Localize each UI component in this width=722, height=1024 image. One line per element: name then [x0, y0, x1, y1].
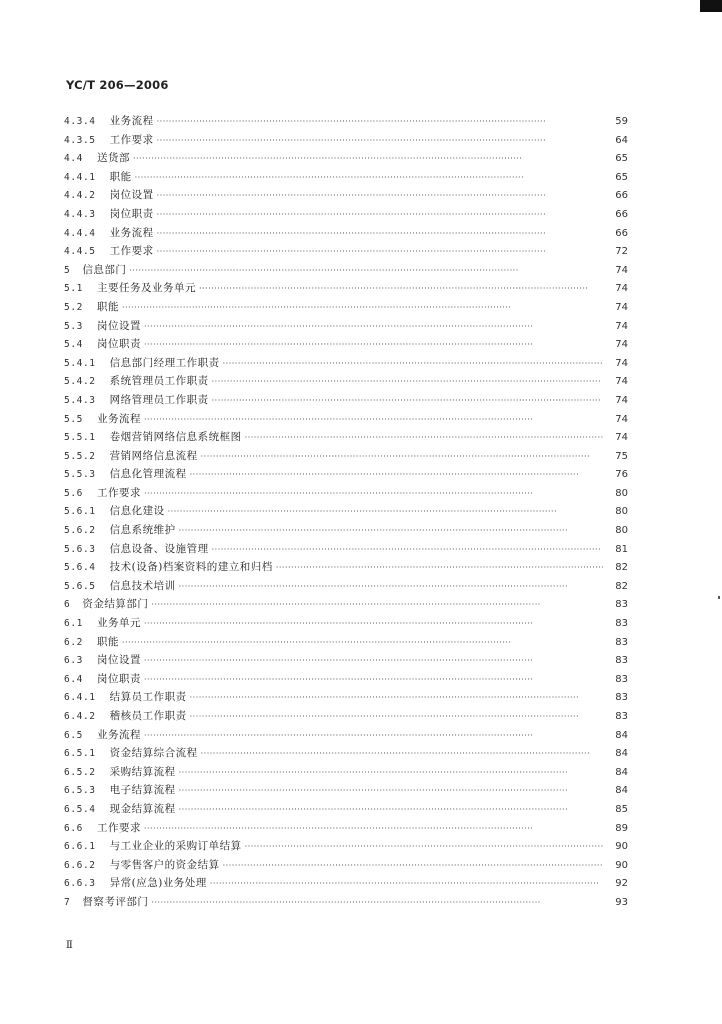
- toc-entry[interactable]: [64, 558, 628, 577]
- toc-entry[interactable]: [64, 354, 628, 373]
- toc-dot-leader: [201, 448, 603, 467]
- toc-entry-title: 岗位职责: [109, 207, 154, 220]
- toc-entry-page: 80: [615, 487, 628, 499]
- toc-entry[interactable]: [64, 168, 628, 187]
- toc-entry[interactable]: [64, 317, 628, 336]
- toc-entry-title: 技术(设备)档案资料的建立和归档: [109, 561, 273, 574]
- toc-dot-leader: [179, 578, 603, 597]
- toc-entry[interactable]: [64, 670, 628, 689]
- toc-dot-leader: [144, 485, 603, 504]
- toc-entry[interactable]: [64, 428, 628, 447]
- toc-entry[interactable]: [64, 651, 628, 670]
- toc-entry-number: 6.6.1: [64, 841, 96, 853]
- toc-dot-leader: [129, 262, 603, 281]
- toc-entry-number: 5.4.2: [64, 376, 96, 388]
- toc-entry-page: 83: [615, 673, 628, 685]
- toc-dot-leader: [245, 838, 603, 857]
- toc-entry-title: 业务单元: [96, 617, 141, 630]
- toc-dot-leader: [245, 429, 603, 448]
- toc-dot-leader: [157, 113, 603, 132]
- toc-entry-title: 稽核员工作职责: [109, 710, 187, 722]
- toc-entry-page: 83: [615, 692, 628, 704]
- toc-entry-title: 岗位设置: [96, 319, 141, 332]
- toc-entry[interactable]: [64, 261, 628, 280]
- toc-entry[interactable]: [64, 484, 628, 503]
- toc-entry-page: 84: [615, 766, 628, 778]
- toc-entry-number: 5.6.2: [64, 525, 96, 537]
- toc-entry-number: 6.5: [64, 729, 83, 741]
- toc-entry-page: 74: [615, 394, 628, 406]
- toc-entry[interactable]: [64, 800, 628, 819]
- toc-entry[interactable]: [64, 186, 628, 205]
- toc-entry[interactable]: [64, 633, 628, 652]
- toc-entry-title: 营销网络信息流程: [109, 449, 198, 462]
- toc-entry-page: 84: [615, 729, 628, 741]
- toc-entry-page: 74: [615, 357, 628, 369]
- toc-entry-number: 6.5.1: [64, 748, 96, 760]
- toc-dot-leader: [157, 243, 603, 262]
- toc-entry[interactable]: [64, 149, 628, 168]
- document-code: YC/T 206—2006: [66, 78, 169, 92]
- toc-entry-title: 业务流程: [96, 412, 141, 425]
- toc-entry-number: 6.1: [64, 618, 83, 630]
- toc-entry-page: 84: [615, 785, 628, 797]
- toc-entry[interactable]: [64, 279, 628, 298]
- toc-dot-leader: [135, 169, 603, 188]
- toc-entry-page: 89: [615, 822, 628, 834]
- toc-entry-number: 5.5.1: [64, 432, 96, 444]
- toc-entry-title: 与工业企业的采购订单结算: [109, 840, 242, 853]
- toc-entry-number: 5.4: [64, 339, 83, 351]
- toc-dot-leader: [190, 708, 603, 727]
- toc-entry-title: 送货部: [96, 152, 130, 165]
- toc-dot-leader: [157, 132, 603, 151]
- toc-dot-leader: [144, 671, 603, 690]
- toc-entry[interactable]: [64, 410, 628, 429]
- toc-entry-page: 59: [615, 116, 628, 127]
- toc-entry-page: 81: [615, 543, 628, 555]
- toc-entry-number: 4.3.4: [64, 116, 96, 127]
- toc-entry[interactable]: [64, 781, 628, 800]
- toc-entry-number: 5.6: [64, 487, 83, 499]
- toc-entry-page: 93: [615, 896, 628, 908]
- toc-entry-page: 83: [615, 711, 628, 722]
- toc-entry-title: 信息系统维护: [109, 524, 176, 537]
- toc-entry-page: 75: [615, 450, 628, 462]
- toc-entry[interactable]: [64, 465, 628, 484]
- toc-entry-page: 85: [615, 803, 628, 815]
- toc-entry-title: 信息技术培训: [109, 579, 176, 592]
- toc-entry-title: 信息部门: [82, 263, 127, 276]
- toc-entry-title: 岗位职责: [96, 672, 141, 685]
- toc-entry-number: 5.5.2: [64, 450, 96, 462]
- toc-entry-number: 6.5.4: [64, 803, 96, 815]
- toc-entry-page: 82: [615, 562, 628, 574]
- toc-entry-number: 4.4.1: [64, 171, 96, 183]
- toc-entry[interactable]: [64, 595, 628, 614]
- toc-entry-page: 74: [615, 283, 628, 295]
- toc-entry[interactable]: [64, 707, 628, 726]
- toc-entry[interactable]: [64, 688, 628, 707]
- toc-entry-title: 工作要求: [96, 486, 141, 499]
- toc-entry[interactable]: [64, 242, 628, 261]
- toc-entry-title: 工作要求: [109, 245, 154, 258]
- toc-entry[interactable]: [64, 837, 628, 856]
- toc-entry-page: 64: [615, 134, 628, 146]
- toc-entry[interactable]: [64, 205, 628, 224]
- toc-entry-number: 6.6.2: [64, 859, 96, 871]
- toc-entry-title: 系统管理员工作职责: [109, 375, 209, 388]
- toc-entry[interactable]: [64, 521, 628, 540]
- toc-entry[interactable]: [64, 893, 628, 912]
- toc-entry-page: 66: [615, 208, 628, 220]
- toc-entry-number: 4.4: [64, 153, 83, 165]
- toc-entry-page: 74: [615, 301, 628, 313]
- toc-entry-title: 资金结算综合流程: [109, 747, 198, 760]
- toc-entry[interactable]: [64, 224, 628, 243]
- toc-entry-number: 5.6.3: [64, 543, 96, 555]
- toc-entry-number: 5.6.4: [64, 562, 96, 574]
- toc-entry-title: 网络管理员工作职责: [109, 393, 209, 406]
- toc-entry-title: 异常(应急)业务处理: [109, 877, 207, 890]
- toc-entry-number: 5.4.1: [64, 357, 96, 369]
- toc-entry[interactable]: [64, 856, 628, 875]
- toc-entry-title: 与零售客户的资金结算: [109, 858, 220, 871]
- toc-entry-number: 6.2: [64, 636, 83, 648]
- toc-dot-leader: [122, 299, 603, 318]
- toc-entry-page: 83: [615, 618, 628, 630]
- toc-entry-title: 卷烟营销网络信息系统框图: [109, 431, 242, 444]
- toc-entry-title: 职能: [96, 300, 119, 313]
- toc-entry-number: 5: [64, 264, 71, 276]
- toc-entry-title: 工作要求: [96, 821, 141, 834]
- toc-entry-number: 6.4.2: [64, 711, 96, 722]
- toc-entry-page: 82: [615, 580, 628, 592]
- toc-entry-page: 72: [615, 246, 628, 258]
- toc-entry-title: 职能: [109, 170, 132, 183]
- toc-entry[interactable]: [64, 614, 628, 633]
- toc-dot-leader: [212, 392, 603, 411]
- toc-entry-number: 4.4.5: [64, 246, 96, 258]
- toc-entry-number: 6.3: [64, 655, 83, 667]
- toc-dot-leader: [144, 615, 603, 634]
- toc-dot-leader: [133, 150, 603, 169]
- toc-entry-page: 84: [615, 748, 628, 760]
- toc-entry-page: 83: [615, 599, 628, 611]
- toc-entry[interactable]: [64, 819, 628, 838]
- toc-entry-page: 66: [615, 190, 628, 202]
- scan-speck: [718, 596, 720, 599]
- page-number: Ⅱ: [66, 940, 73, 951]
- toc-entry-page: 66: [615, 227, 628, 239]
- toc-entry-page: 74: [615, 376, 628, 388]
- toc-dot-leader: [190, 689, 603, 708]
- toc-dot-leader: [168, 503, 603, 522]
- toc-dot-leader: [212, 541, 603, 560]
- toc-entry-number: 5.6.5: [64, 580, 96, 592]
- toc-dot-leader: [190, 466, 603, 485]
- scan-corner-mark: [700, 0, 722, 12]
- toc-entry[interactable]: [64, 112, 628, 131]
- toc-dot-leader: [179, 801, 603, 820]
- toc-entry-title: 采购结算流程: [109, 765, 176, 778]
- toc-dot-leader: [212, 373, 603, 392]
- toc-entry-title: 结算员工作职责: [109, 691, 187, 704]
- toc-entry-title: 电子结算流程: [109, 784, 176, 797]
- toc-entry-number: 5.2: [64, 301, 83, 313]
- toc-entry-title: 主要任务及业务单元: [96, 282, 196, 295]
- toc-entry[interactable]: [64, 372, 628, 391]
- toc-entry-page: 80: [615, 525, 628, 537]
- toc-entry-number: 5.6.1: [64, 506, 96, 518]
- toc-entry[interactable]: [64, 726, 628, 745]
- toc-entry-page: 74: [615, 339, 628, 351]
- toc-entry-page: 74: [615, 432, 628, 444]
- toc-entry-page: 65: [615, 171, 628, 183]
- toc-entry-page: 90: [615, 859, 628, 871]
- toc-entry[interactable]: [64, 874, 628, 893]
- table-of-contents: [64, 112, 628, 912]
- toc-entry-title: 现金结算流程: [109, 802, 176, 815]
- toc-entry-page: 90: [615, 841, 628, 853]
- toc-dot-leader: [144, 652, 603, 671]
- toc-entry[interactable]: [64, 335, 628, 354]
- toc-entry-number: 4.4.4: [64, 227, 96, 239]
- toc-entry-page: 83: [615, 655, 628, 667]
- toc-entry-title: 督察考评部门: [82, 895, 149, 908]
- toc-dot-leader: [179, 782, 603, 801]
- toc-entry[interactable]: [64, 391, 628, 410]
- toc-dot-leader: [151, 596, 603, 615]
- toc-dot-leader: [144, 318, 603, 337]
- toc-entry[interactable]: [64, 131, 628, 150]
- toc-dot-leader: [276, 559, 603, 578]
- toc-entry[interactable]: [64, 540, 628, 559]
- toc-entry-title: 工作要求: [109, 133, 154, 146]
- toc-entry-number: 6.4: [64, 673, 83, 685]
- toc-dot-leader: [157, 187, 603, 206]
- toc-entry-page: 65: [615, 153, 628, 165]
- toc-entry-number: 4.4.2: [64, 190, 96, 202]
- toc-dot-leader: [157, 225, 603, 244]
- toc-entry[interactable]: [64, 298, 628, 317]
- toc-entry-title: 业务流程: [109, 115, 154, 127]
- toc-entry-page: 83: [615, 636, 628, 648]
- toc-entry-title: 职能: [96, 635, 119, 648]
- toc-dot-leader: [179, 522, 603, 541]
- toc-dot-leader: [122, 634, 603, 653]
- toc-entry-title: 信息设备、设施管理: [109, 542, 209, 555]
- toc-dot-leader: [144, 336, 603, 355]
- toc-dot-leader: [223, 857, 603, 876]
- toc-entry-number: 6.6: [64, 822, 83, 834]
- toc-entry-number: 7: [64, 896, 71, 908]
- toc-dot-leader: [201, 745, 603, 764]
- toc-entry-page: 74: [615, 320, 628, 332]
- toc-entry-number: 6.6.3: [64, 878, 96, 890]
- toc-dot-leader: [144, 727, 603, 746]
- toc-entry-page: 74: [615, 264, 628, 276]
- toc-dot-leader: [223, 355, 603, 374]
- toc-entry-number: 5.5: [64, 413, 83, 425]
- toc-entry[interactable]: [64, 577, 628, 596]
- toc-entry-number: 6.4.1: [64, 692, 96, 704]
- toc-entry[interactable]: [64, 447, 628, 466]
- toc-dot-leader: [151, 894, 603, 913]
- toc-entry-number: 4.3.5: [64, 134, 96, 146]
- toc-dot-leader: [144, 820, 603, 839]
- toc-entry-number: 4.4.3: [64, 208, 96, 220]
- toc-entry-number: 5.3: [64, 320, 83, 332]
- toc-entry-title: 信息化建设: [109, 505, 165, 518]
- toc-entry-title: 岗位设置: [96, 654, 141, 667]
- toc-entry-title: 岗位设置: [109, 189, 154, 202]
- toc-entry-title: 信息部门经理工作职责: [109, 356, 220, 369]
- toc-entry[interactable]: [64, 744, 628, 763]
- toc-dot-leader: [157, 206, 603, 225]
- toc-entry-number: 6.5.3: [64, 785, 96, 797]
- toc-entry-number: 5.5.3: [64, 469, 96, 481]
- toc-entry-title: 岗位职责: [96, 338, 141, 351]
- toc-entry[interactable]: [64, 763, 628, 782]
- toc-entry-number: 6: [64, 599, 71, 611]
- toc-entry[interactable]: [64, 502, 628, 521]
- toc-entry-page: 80: [615, 506, 628, 518]
- toc-entry-page: 92: [615, 878, 628, 890]
- toc-entry-title: 业务流程: [96, 728, 141, 741]
- toc-entry-number: 5.4.3: [64, 394, 96, 406]
- toc-dot-leader: [179, 764, 603, 783]
- toc-dot-leader: [199, 280, 603, 299]
- toc-entry-title: 资金结算部门: [82, 598, 149, 611]
- toc-entry-title: 信息化管理流程: [109, 468, 187, 481]
- toc-entry-number: 6.5.2: [64, 766, 96, 778]
- toc-entry-title: 业务流程: [109, 226, 154, 239]
- toc-dot-leader: [210, 875, 603, 894]
- toc-dot-leader: [144, 411, 603, 430]
- toc-entry-page: 76: [615, 469, 628, 481]
- toc-entry-number: 5.1: [64, 283, 83, 295]
- toc-entry-page: 74: [615, 413, 628, 425]
